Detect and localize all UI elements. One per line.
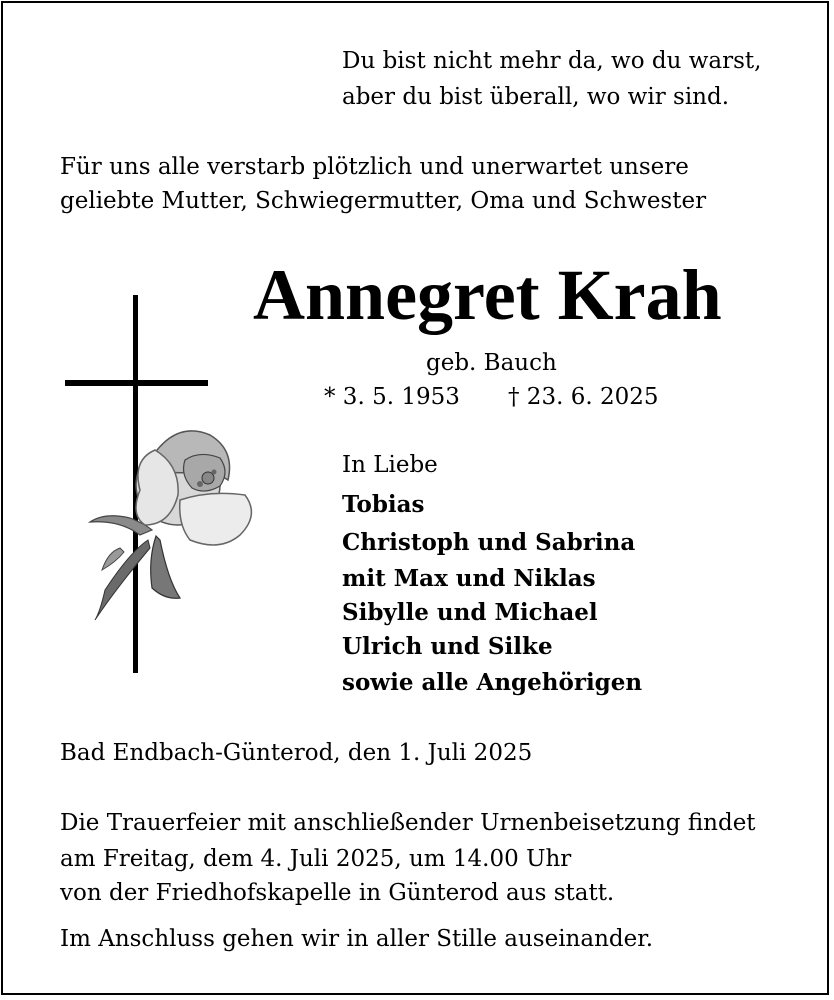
intro-line-2: geliebte Mutter, Schwiegermutter, Oma und Schwester <box>60 188 707 214</box>
mourner-name: Tobias <box>342 491 425 518</box>
death-date: † 23. 6. 2025 <box>508 384 659 410</box>
cross-and-rose-illustration <box>60 290 270 680</box>
motto-line-1: Du bist nicht mehr da, wo du warst, <box>342 48 762 74</box>
closing-line: Im Anschluss gehen wir in aller Stille auseinander. <box>60 926 654 952</box>
mourner-name: sowie alle Angehörigen <box>342 669 643 696</box>
mourner-name: Sibylle und Michael <box>342 599 598 626</box>
deceased-name: Annegret Krah <box>253 255 722 335</box>
mourners-heading: In Liebe <box>342 452 438 478</box>
motto-line-2: aber du bist überall, wo wir sind. <box>342 84 730 110</box>
rose-icon <box>90 431 251 620</box>
mourner-name: mit Max und Niklas <box>342 565 596 592</box>
mourner-name: Ulrich und Silke <box>342 633 553 660</box>
birth-name: geb. Bauch <box>426 350 557 376</box>
mourner-name: Christoph und Sabrina <box>342 529 636 556</box>
ceremony-line-1: Die Trauerfeier mit anschließender Urnenbeisetzung findet <box>60 810 756 836</box>
intro-line-1: Für uns alle verstarb plötzlich und unerwartet unsere <box>60 154 689 180</box>
ceremony-line-2: am Freitag, dem 4. Juli 2025, um 14.00 Uhr <box>60 846 572 872</box>
ceremony-line-3: von der Friedhofskapelle in Günterod aus statt. <box>60 880 615 906</box>
place-and-date: Bad Endbach-Günterod, den 1. Juli 2025 <box>60 740 533 766</box>
birth-date: * 3. 5. 1953 <box>324 384 460 410</box>
